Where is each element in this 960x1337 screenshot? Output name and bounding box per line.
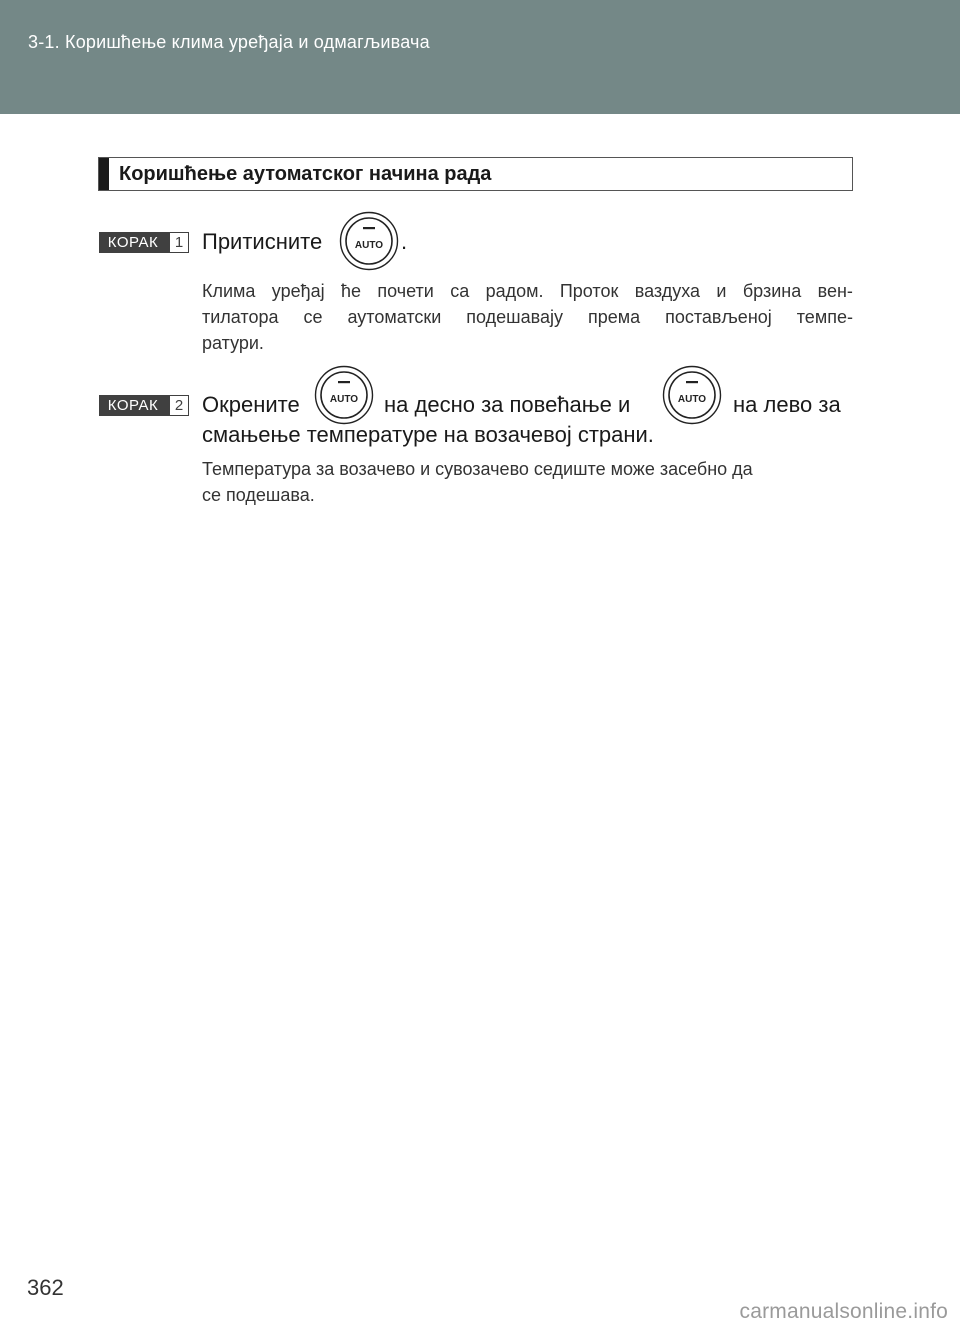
step-1-instruction-after: . [401, 229, 408, 254]
section-heading-bar [99, 158, 109, 190]
word: са [450, 281, 470, 301]
auto-knob-label: AUTO [354, 240, 384, 251]
auto-button-icon [339, 211, 399, 271]
step-1-note-line-3: ратури. [202, 333, 264, 353]
word: Проток [559, 281, 619, 301]
word: се [303, 307, 323, 327]
temperature-knob-left-icon [662, 365, 722, 425]
word: постављеној [665, 307, 772, 327]
step-1-instruction-before: Притисните [202, 229, 323, 254]
word: Клима [202, 281, 256, 301]
step-1-label: КОРАК [99, 232, 169, 253]
step-1-number: 1 [169, 232, 189, 253]
step-1-badge [99, 232, 189, 253]
word: ваздуха [634, 281, 701, 301]
step-2-number: 2 [169, 395, 189, 416]
word: уређај [271, 281, 325, 301]
header-band [0, 0, 960, 114]
section-heading [98, 157, 853, 191]
step-2-note [202, 456, 853, 508]
step-2-instruction-part-2: на десно за повећање и [384, 392, 631, 417]
step-1-note-line-2 [202, 304, 853, 330]
step-2-note-line-2: се подешава. [202, 485, 315, 505]
word: аутоматски [347, 307, 442, 327]
section-title: Коришћење аутоматског начина рада [119, 163, 492, 185]
word: и [716, 281, 727, 301]
step-1-note-line-1 [202, 278, 853, 304]
step-2-instruction-line-2: смањење температуре на возачевој страни. [202, 422, 654, 447]
step-2-instruction-part-1: Окрените [202, 392, 300, 417]
page-number: 362 [27, 1275, 64, 1300]
step-2-label: КОРАК [99, 395, 169, 416]
step-2-badge [99, 395, 189, 416]
word: ће [341, 281, 362, 301]
word: вен- [817, 281, 853, 301]
step-2-instruction-part-3: на лево за [733, 392, 841, 417]
temperature-knob-right-icon [314, 365, 374, 425]
word: тилатора [202, 307, 279, 327]
auto-knob-label: AUTO [329, 394, 359, 405]
auto-knob-label: AUTO [677, 394, 707, 405]
word: темпе- [796, 307, 853, 327]
footer-watermark: carmanualsonline.info [739, 1300, 948, 1323]
word: према [587, 307, 641, 327]
chapter-title: 3-1. Коришћење клима уређаја и одмагљивача [28, 32, 430, 52]
word: почети [377, 281, 434, 301]
word: брзина [742, 281, 802, 301]
step-1-note [202, 278, 853, 356]
word: подешавају [466, 307, 563, 327]
step-2-note-line-1: Температура за возачево и сувозачево седиште може засебно да [202, 459, 753, 479]
word: радом. [485, 281, 544, 301]
